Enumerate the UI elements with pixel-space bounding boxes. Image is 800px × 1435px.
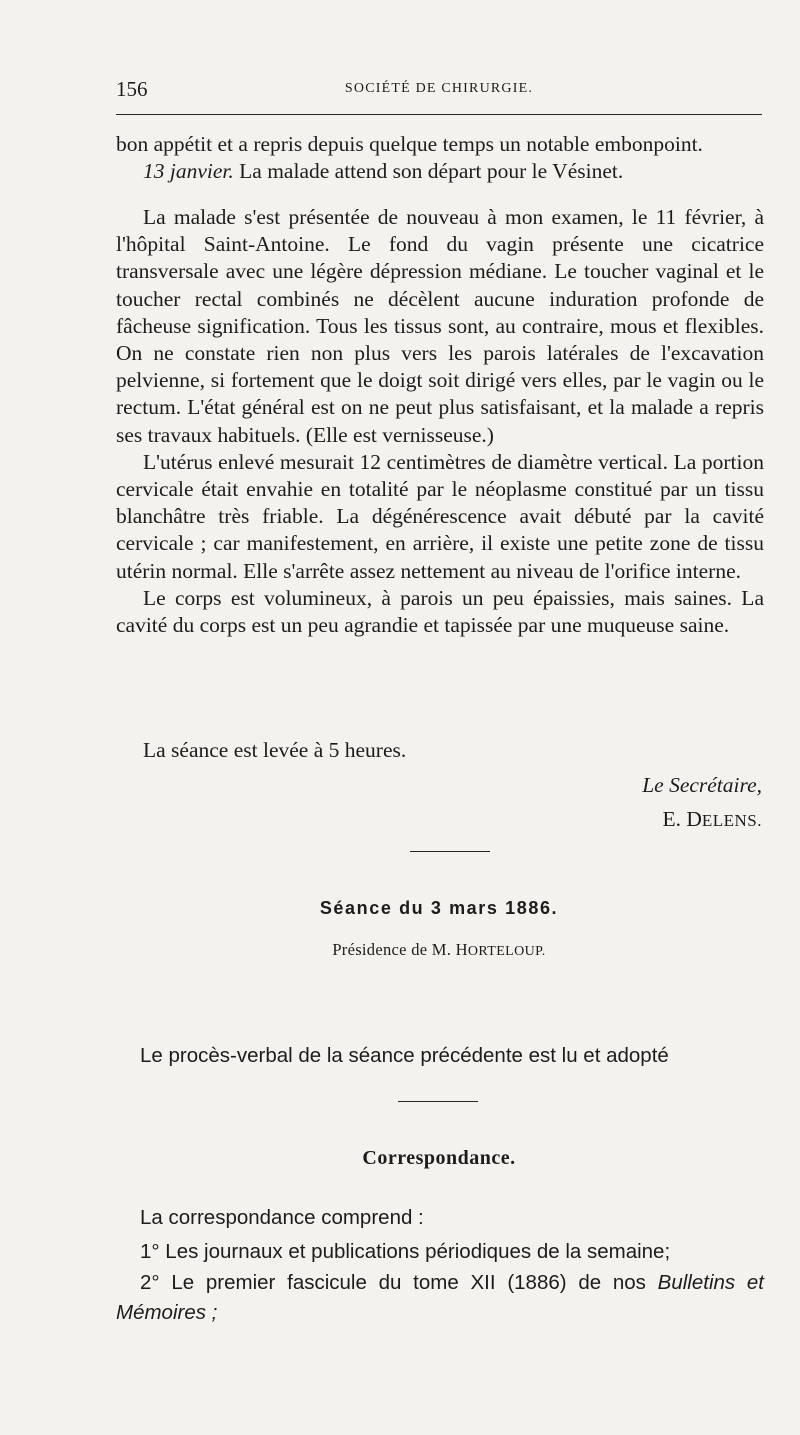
list-item-italic: Bulletins et Mémoires ; bbox=[116, 1271, 765, 1324]
proces-verbal-line: Le procès-verbal de la séance précédente est lu et adopté bbox=[140, 1044, 669, 1067]
signature-name bbox=[362, 806, 762, 834]
section-divider bbox=[410, 851, 490, 852]
signature-rest: ELENS. bbox=[701, 811, 762, 830]
page-number: 156 bbox=[116, 77, 148, 101]
running-head: SOCIÉTÉ DE CHIRURGIE. bbox=[344, 81, 534, 96]
correspondance-heading: Correspondance. bbox=[362, 1147, 516, 1169]
session-title: Séance du 3 mars 1886. bbox=[319, 898, 559, 918]
correspondance-intro-block bbox=[116, 1203, 764, 1233]
paragraph-3: La malade s'est présentée de nouveau à mon examen, le 11 février, à l'hôpital Saint-Antoine. Le fond du vagin présente une cicatrice transversale avec une légère dépression médiane. Le toucher vaginal et le toucher rectal combinés ne décèlent aucune induration profonde de fâcheuse signification. Tous les tissus sont, au contraire, mous et flexibles. On ne constate rien non plus vers les parois latérales de l'excavation pelvienne, si fortement que le doigt soit dirigé vers elles, par le vagin ou le rectum. L'état général est on ne peut plus satisfaisant, et la malade a repris ses travaux habituels. (Elle est vernisseuse.) bbox=[116, 205, 764, 447]
paragraph-2-text: La malade attend son départ pour le Vésinet. bbox=[233, 159, 624, 184]
paragraph-5: Le corps est volumineux, à parois un peu épaissies, mais saines. La cavité du corps est un peu agrandie et tapissée par une muqueuse saine. bbox=[116, 585, 764, 638]
correspondance-list bbox=[116, 1237, 764, 1329]
list-item bbox=[116, 1268, 764, 1328]
paragraph-4: L'utérus enlevé mesurait 12 centimètres de diamètre vertical. La portion cervicale était envahie en totalité par le néoplasme constitué par un tissu blanchâtre très friable. La dégénérescence avait débuté par la cavité cervicale ; car manifestement, en arrière, il existe une petite zone de tissu utérin normal. Elle s'arrête assez nettement au niveau de l'orifice interne. bbox=[116, 449, 764, 583]
list-item-text: 2° Le premier fascicule du tome XII (1886) de nos bbox=[140, 1271, 658, 1294]
presidency-line bbox=[116, 940, 762, 960]
paragraph-1: bon appétit et a repris depuis quelque temps un notable embonpoint. bbox=[116, 132, 703, 156]
text-block-top bbox=[116, 131, 764, 185]
closing-text: La séance est levée à 5 heures. bbox=[143, 738, 407, 762]
page-header bbox=[116, 76, 762, 102]
section-divider-2 bbox=[398, 1101, 478, 1102]
signature-title: Le Secrétaire, bbox=[642, 773, 762, 797]
signature-initial: E. D bbox=[662, 807, 702, 831]
header-rule bbox=[116, 114, 762, 115]
paragraph-2 bbox=[116, 158, 764, 185]
list-item: 1° Les journaux et publications périodiques de la semaine; bbox=[140, 1240, 671, 1263]
presidency-prefix: Présidence de M. H bbox=[332, 940, 468, 959]
date-label: 13 janvier. bbox=[143, 159, 234, 184]
closing-block bbox=[116, 737, 764, 764]
correspondance-intro: La correspondance comprend : bbox=[140, 1206, 424, 1229]
text-block-main bbox=[116, 204, 764, 639]
presidency-rest: ORTELOUP. bbox=[467, 944, 546, 959]
